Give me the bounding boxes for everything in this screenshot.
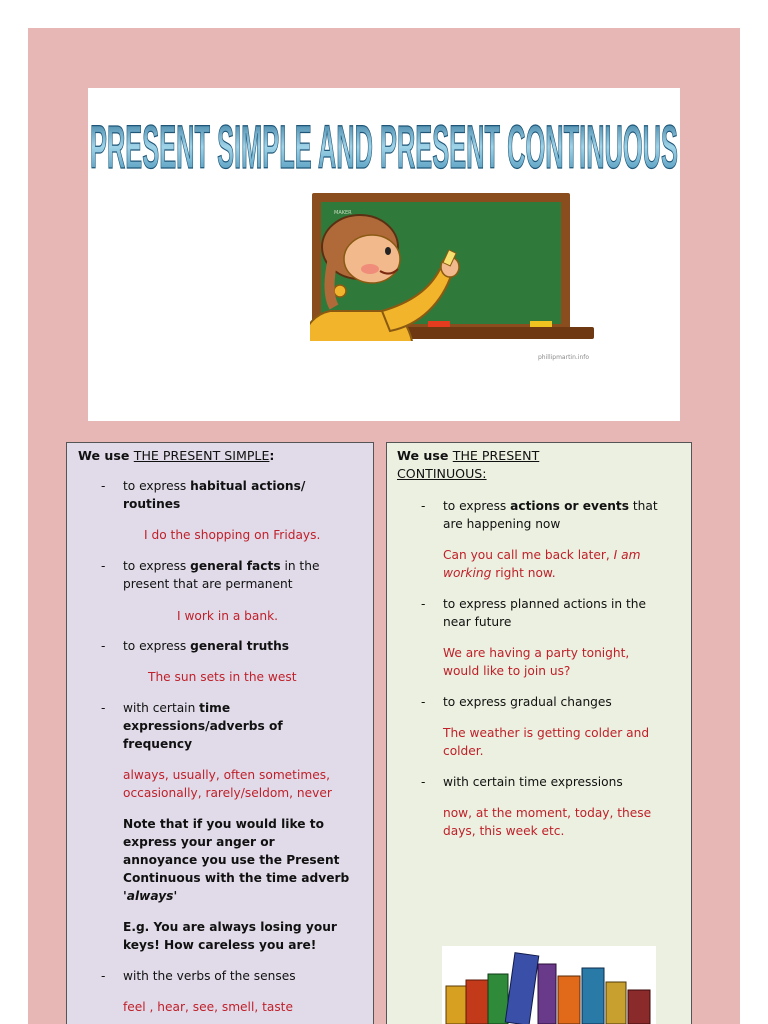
- title-wordart: [88, 88, 680, 188]
- note-text: Note that if you would like to: [123, 817, 324, 831]
- example-sentence: colder.: [443, 744, 484, 758]
- example-time-expressions: days, this week etc.: [443, 824, 565, 838]
- list-item-continuation: frequency: [123, 737, 193, 751]
- bullet-dash: -: [421, 597, 426, 611]
- present-simple-heading: We use THE PRESENT SIMPLE:: [78, 448, 275, 463]
- list-item: to express habitual actions/: [123, 479, 306, 493]
- bullet-dash: -: [101, 639, 106, 653]
- list-item: with certain time expressions: [443, 775, 623, 789]
- bullet-dash: -: [421, 499, 426, 513]
- board-mark: MAKER: [334, 210, 352, 216]
- example-sentence: I work in a bank.: [177, 609, 279, 623]
- example-sentence: I do the shopping on Fridays.: [144, 528, 321, 542]
- note-example: keys! How careless you are!: [123, 938, 317, 952]
- example-time-expressions: now, at the moment, today, these: [443, 806, 652, 820]
- page-title: PRESENT SIMPLE AND PRESENT CONTINUOUS: [90, 112, 679, 182]
- note-text: 'always': [123, 889, 178, 903]
- list-item-continuation: near future: [443, 615, 512, 629]
- bullet-dash: -: [101, 969, 106, 983]
- example-adverbs: always, usually, often sometimes,: [123, 768, 330, 782]
- bullet-dash: -: [101, 701, 106, 715]
- list-item-continuation: expressions/adverbs of: [123, 719, 283, 733]
- note-text: annoyance you use the Present: [123, 853, 340, 867]
- present-continuous-heading: We use THE PRESENT: [397, 448, 540, 463]
- present-continuous-panel: [386, 442, 692, 1024]
- list-item: to express actions or events that: [443, 499, 658, 513]
- list-item: with certain time: [123, 701, 231, 715]
- list-item: to express planned actions in the: [443, 597, 647, 611]
- list-item-continuation: are happening now: [443, 517, 561, 531]
- example-adverbs: occasionally, rarely/seldom, never: [123, 786, 332, 800]
- bullet-dash: -: [101, 559, 106, 573]
- bullet-dash: -: [421, 775, 426, 789]
- example-sentence: would like to join us?: [443, 664, 571, 678]
- example-sentence: We are having a party tonight,: [443, 646, 630, 660]
- list-item: to express gradual changes: [443, 695, 612, 709]
- example-sentence: Can you call me back later, I am: [443, 548, 641, 562]
- books-illustration: [442, 946, 656, 1024]
- list-item-continuation: present that are permanent: [123, 577, 293, 591]
- example-sentence: The weather is getting colder and: [443, 726, 650, 740]
- present-simple-panel: [66, 442, 374, 1024]
- note-example: E.g. You are always losing your: [123, 920, 337, 934]
- example-sentence: The sun sets in the west: [148, 670, 297, 684]
- bullet-dash: -: [101, 479, 106, 493]
- example-sentence: working right now.: [443, 566, 556, 580]
- bullet-dash: -: [421, 695, 426, 709]
- list-item: to express general facts in the: [123, 559, 320, 573]
- example-verbs: feel , hear, see, smell, taste: [123, 1000, 293, 1014]
- present-continuous-heading-line2: CONTINUOUS:: [397, 466, 487, 481]
- image-credit: phillipmartin.info: [538, 354, 590, 361]
- list-item-continuation: routines: [123, 497, 181, 511]
- list-item: with the verbs of the senses: [123, 969, 296, 983]
- note-text: express your anger or: [123, 835, 275, 849]
- note-text: Continuous with the time adverb: [123, 871, 350, 885]
- list-item: to express general truths: [123, 639, 290, 653]
- teacher-illustration: [310, 193, 594, 341]
